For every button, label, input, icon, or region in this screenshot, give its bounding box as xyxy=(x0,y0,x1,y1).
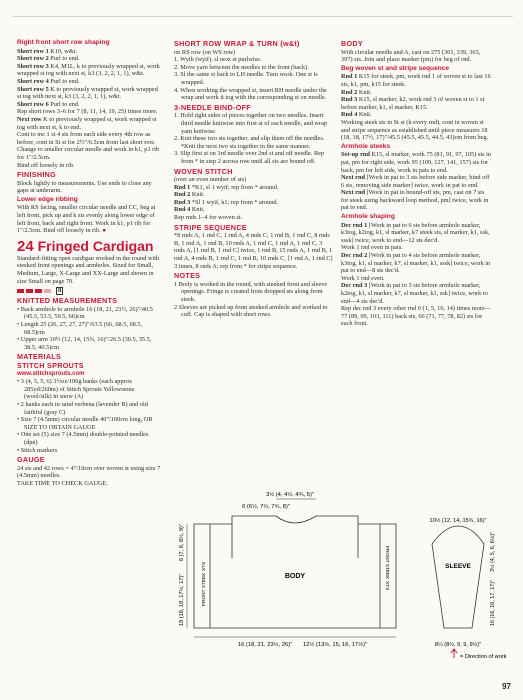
right-front-instructions xyxy=(17,48,163,170)
section-heading: Right front short row shaping xyxy=(17,39,110,46)
page-number: 97 xyxy=(502,682,511,691)
instruction-line: Working steek sts in St st (k every rnd), cont in woven st and stripe sequence as established until piece measures 18 (18, 18, 17½, 17)"/45.5 (45.5, 45.5, 44.5, 43)cm from beg. xyxy=(341,118,489,142)
body-label: BODY xyxy=(284,573,306,580)
pattern-title: 24 Fringed Cardigan xyxy=(17,237,154,255)
material-item: • 2 hanks each in sand verbena (lavender B) and old faithful (gray C) xyxy=(17,401,163,416)
upper-arm-label: 10½ (12, 14, 15¾, 16)" xyxy=(429,518,487,524)
instruction-line: Dec rnd 2 [Work in pat to 4 sts before armhole marker, k3tog, k1, sl marker, k7, sl marker, k1, sssk] twice, work in pat to end—8 sts dec'd. xyxy=(341,252,491,275)
section-heading: Armhole shaping xyxy=(341,213,395,221)
yarn-brand: STITCH SPROUTS xyxy=(17,360,84,370)
material-item: • One set (5) size 7 (4.5mm) double-pointed needles (dpn) xyxy=(17,431,163,446)
instruction-line: Rep dec rnd 3 every other rnd 0 (1, 5, 10, 14) times more—77 (89, 99, 103, 111) back sts, 66 (71, 77, 78, 82) sts for each front. xyxy=(341,305,492,328)
step-item: 1. Hold right sides of pieces together on two needles. Insert third needle knitwise into first st of each needle, and wrap yarn knitwise. xyxy=(174,112,328,135)
instruction-line: Next rnd [Work in pat to bound-off sts, pm, cast on 7 sts for steek using backward loop method, pm] twice, work in pat to end. xyxy=(341,189,489,212)
front-steek-label: FRONT STEEK STS xyxy=(384,546,389,591)
instruction-line: Bind off loosely in rib. xyxy=(17,161,75,169)
section-heading: MATERIALS xyxy=(17,352,62,362)
section-heading: Beg woven st and stripe sequence xyxy=(341,64,450,72)
instruction-line: Rnd 3 *Sl 1 wyif, k1; rep from * around. xyxy=(174,198,279,206)
section-heading: Armhole steeks xyxy=(341,142,391,150)
instruction-line: Next row K to previously wrapped st, work wrapped st tog with next st, k to end. xyxy=(17,115,157,131)
section-heading: FINISHING xyxy=(17,170,57,180)
material-item: • Stitch markers xyxy=(17,447,163,455)
armhole-shaping-rows xyxy=(341,222,493,328)
note-item: 2 Sleeves are picked up from steeked armhole and worked to cuff. Cap is shaped with short rows. xyxy=(174,303,328,319)
pattern-intro: Standard-fitting open cardigan worked in the round with steeked front openings and armholes. Sized for Small, Medium, Large, X-Large and XX-Large and shown in size Small on page 70. xyxy=(17,254,160,285)
body-length-label: 18 (18, 18, 17½, 17)" xyxy=(179,573,185,626)
section-heading: SHORT ROW WRAP & TURN (w&t) xyxy=(174,39,300,48)
woven-rows xyxy=(174,184,334,222)
instruction-line: Rnd 4 Knit. xyxy=(174,206,205,214)
bindoff-steps xyxy=(174,112,334,165)
step-item: 2. Move yarn between the needles to the front (back). xyxy=(174,63,309,71)
section-heading: NOTES xyxy=(174,271,201,281)
direction-arrow-icon xyxy=(451,649,457,658)
step-item: 2. Knit these two sts together, and slip them off the needles. *Knit the next two sts together in the same manner. xyxy=(174,135,325,150)
end-mark: ● xyxy=(102,227,106,235)
instruction-line: Work 1 rnd even in pats. xyxy=(341,244,403,252)
paragraph: on RS row (on WS row) xyxy=(174,48,236,56)
neck-width-label: 3½ (4, 4½, 4¾, 5)" xyxy=(266,492,314,498)
material-item: • 3 (4, 5, 5, 6) 3½oz/100g hanks (each approx 285yd/260m) of Stitch Sprouts Yellowstone (wool/silk) in snow (A) xyxy=(17,378,163,401)
sleeve-label: SLEEVE xyxy=(445,563,471,570)
instruction-line: Rnd 1 *K1, sl 1 wyif; rep from * around. xyxy=(174,183,279,191)
step-item: 1. Wyib (wyif), sl next st purlwise. xyxy=(174,56,262,64)
instruction-line: Rnd 1 K15 for steek, pm, work rnd 1 of woven st to last 16 sts, k1, pm, k15 for steek. xyxy=(341,73,491,88)
beg-woven-rows xyxy=(341,73,493,141)
front-neck-label: 6 (6½, 7¼, 7¾, 8)" xyxy=(242,504,290,510)
skill-level-indicator xyxy=(17,287,163,295)
step-item: 3. Slip first st on 3rd needle over 2nd st and off needle. Rep from * in step 2 across row until all sts are bound off. xyxy=(174,150,325,165)
armhole-depth-label: 6 (7, 8, 8½, 9)" xyxy=(179,524,185,561)
stripe-text: *8 rnds A, 1 rnd C, 1 rnd A, 4 rnds C, 1 rnd B, 1 rnd C, 8 rnds B, 1 rnd A, 1 rnd B, 10 rnds A, 1 rnd C, 1 rnd A, 1 rnd C, 3 rnds A, [1 rnd B, 1 rnd C] twice, 1 rnd B, 15 rnds A, 1 rnd B, 1 rnd A, 4 rnds B, 1 rnd C, 1 rnd B, 10 rnds C, [1 rnd A, 1 rnd C] 3 times, 8 rnds A; rep from * for stripe sequence. xyxy=(174,232,333,270)
materials-list xyxy=(17,378,163,454)
cap-height-label: 3½ (4, 5, 6, 6½)" xyxy=(490,532,496,572)
cuff-label: 8¼ (8½, 9, 9, 9½)" xyxy=(434,642,482,648)
instruction-line: Dec rnd 1 [Work in pat to 6 sts before armhole marker, k3tog, k2tog, k1, sl marker, k7 steek sts, sl marker, k1, ssk, sssk] twice, work to end—12 sts dec'd. xyxy=(341,221,490,244)
column-3 xyxy=(341,38,493,328)
instruction-line: Next rnd [Work in pat to 3 sts before side marker, bind off 6 sts, removing side marker] twice, work in pat to end. xyxy=(341,174,490,189)
instruction-line: Short row 1 K10, w&t. xyxy=(17,47,78,55)
sleeve-length-label: 16 (16, 16, 17, 17)" xyxy=(490,580,496,626)
note-item: 1 Body is worked in the round, with steeked front and sleeve openings. Fringe is created from dropped sts along front steek. xyxy=(174,280,328,303)
sleeve-schematic xyxy=(432,526,484,628)
measurement-item: • Upper arm 10½ (12, 14, 15¾, 16)"/26.5 (30.5, 35.5, 38.5, 40.5)cm xyxy=(17,336,163,351)
column-1 xyxy=(17,38,163,487)
instruction-line: Rnd 2 Knit. xyxy=(341,88,372,96)
instruction-line: Change to smaller circular needle and work in k1, p1 rib for 1"/2.5cm. xyxy=(17,146,160,161)
instruction-line: Rnd 4 Knit. xyxy=(341,111,372,119)
instruction-line: Rep short rows 3–6 for 7 (8, 11, 14, 19, 25) times more. xyxy=(17,108,158,116)
material-item: • Size 7 (4.5mm) circular needle 40"/100cm long, OR SIZE TO OBTAIN GAUGE xyxy=(17,416,163,431)
skill-level-badge: II xyxy=(58,288,62,295)
instruction-line: Short row 4 Purl to end. xyxy=(17,77,80,85)
section-heading: BODY xyxy=(341,39,363,48)
instruction-line: Cont to inc 1 st 4 sts from each side every 4th row as before, cont in St st for 2½"/6.5cm from last short row. xyxy=(17,131,156,146)
instruction-line: Short row 3 K4, M1L, k to previously wrapped st, work wrapped st tog with next st, k3 (3, 2, 2, 1, 1), w&t. xyxy=(17,62,160,78)
instruction-line: Rnd 2 Knit. xyxy=(174,191,205,199)
schematic-diagram xyxy=(170,486,510,666)
paragraph: (over an even number of sts) xyxy=(174,176,247,184)
measurement-item: • Length 25 (26, 27, 27, 27)"/63.5 (66, 68.5, 68.5, 68.5)cm xyxy=(17,321,163,336)
instruction-line: Short row 6 Purl to end. xyxy=(17,100,80,108)
top-rule xyxy=(12,16,513,17)
instruction-line: Dec rnd 3 [Work in pat to 3 sts before armhole marker, k2tog, k1, sl marker, k7, sl marker, k1, ssk] twice, work to end—4 sts dec'd. xyxy=(341,282,488,305)
column-2 xyxy=(174,38,334,319)
yarn-url[interactable]: www.stitchsprouts.com xyxy=(17,370,85,377)
bottom-front-label: 16 (18, 21, 23½, 26)" xyxy=(237,642,293,648)
section-heading: STRIPE SEQUENCE xyxy=(174,222,247,232)
knitted-measurements-list xyxy=(17,306,163,352)
section-heading: WOVEN STITCH xyxy=(174,166,233,176)
measurement-item: • Back armhole to armhole 16 (18, 21, 23½, 26)"/40.5 (45.5, 53.5, 59.5, 66)cm xyxy=(17,306,163,321)
step-item: 3. Sl the same st back to LH needle. Turn work. One st is wrapped. xyxy=(174,71,318,86)
bottom-back-label: 12½ (13½, 15, 16, 17½)" xyxy=(303,642,367,648)
gauge-note: TAKE TIME TO CHECK GAUGE. xyxy=(17,479,108,487)
instruction-line: Work 1 rnd even. xyxy=(341,274,385,282)
step-item: 4. When working the wrapped st, insert RH needle under the wrap and work it tog with the corresponding st on needle. xyxy=(174,86,327,102)
section-heading: Lower edge ribbing xyxy=(17,195,78,203)
paragraph: With RS facing, smaller circular needle and CC, beg at left front, pick up and k sts evenly along lower edge of left front, back and right front. Work in k1, p1 rib for 1"/2.5cm. Bind off loosely in rib. ● xyxy=(17,204,156,235)
paragraph: Block lightly to measurements. Use ends to close any gaps at underarm. xyxy=(17,179,152,195)
armhole-steeks-rows xyxy=(341,151,493,212)
instruction-line: Rep rnds 1–4 for woven st. xyxy=(174,214,243,222)
body-schematic xyxy=(194,516,396,628)
front-steek-label: FRONT STEEK STS xyxy=(202,561,207,606)
instruction-line: Set-up rnd K15, sl marker, work 75 (81, 91, 97, 105) sts in pat, pm for right side, work 95 (109, 127, 141, 157) sts for back, pm for left side, work in pats to end. xyxy=(341,151,492,174)
short-row-steps xyxy=(174,56,334,102)
instruction-line: Short row 2 Purl to end. xyxy=(17,55,80,63)
notes-list xyxy=(174,281,334,319)
paragraph: With circular needle and A, cast on 275 (301, 339, 365, 397) sts. Join and place marker (pm) for beg of rnd. xyxy=(341,48,481,64)
instruction-line: Short row 5 K to previously wrapped st, work wrapped st tog with next st, k3 (3, 2, 2, 1, 1), w&t. xyxy=(17,85,158,101)
section-heading: GAUGE xyxy=(17,455,45,465)
section-heading: KNITTED MEASUREMENTS xyxy=(17,296,118,306)
section-heading: 3-NEEDLE BIND-OFF xyxy=(174,102,251,112)
instruction-line: Rnd 3 K15, sl marker, k2, work rnd 3 of woven st to 1 st before marker, k1, sl marker, K15. xyxy=(341,96,485,111)
gauge-text: 24 sts and 42 rows = 4"/10cm over woven st using size 7 (4.5mm) needles. xyxy=(17,464,161,480)
direction-note: = Direction of work xyxy=(460,654,507,660)
